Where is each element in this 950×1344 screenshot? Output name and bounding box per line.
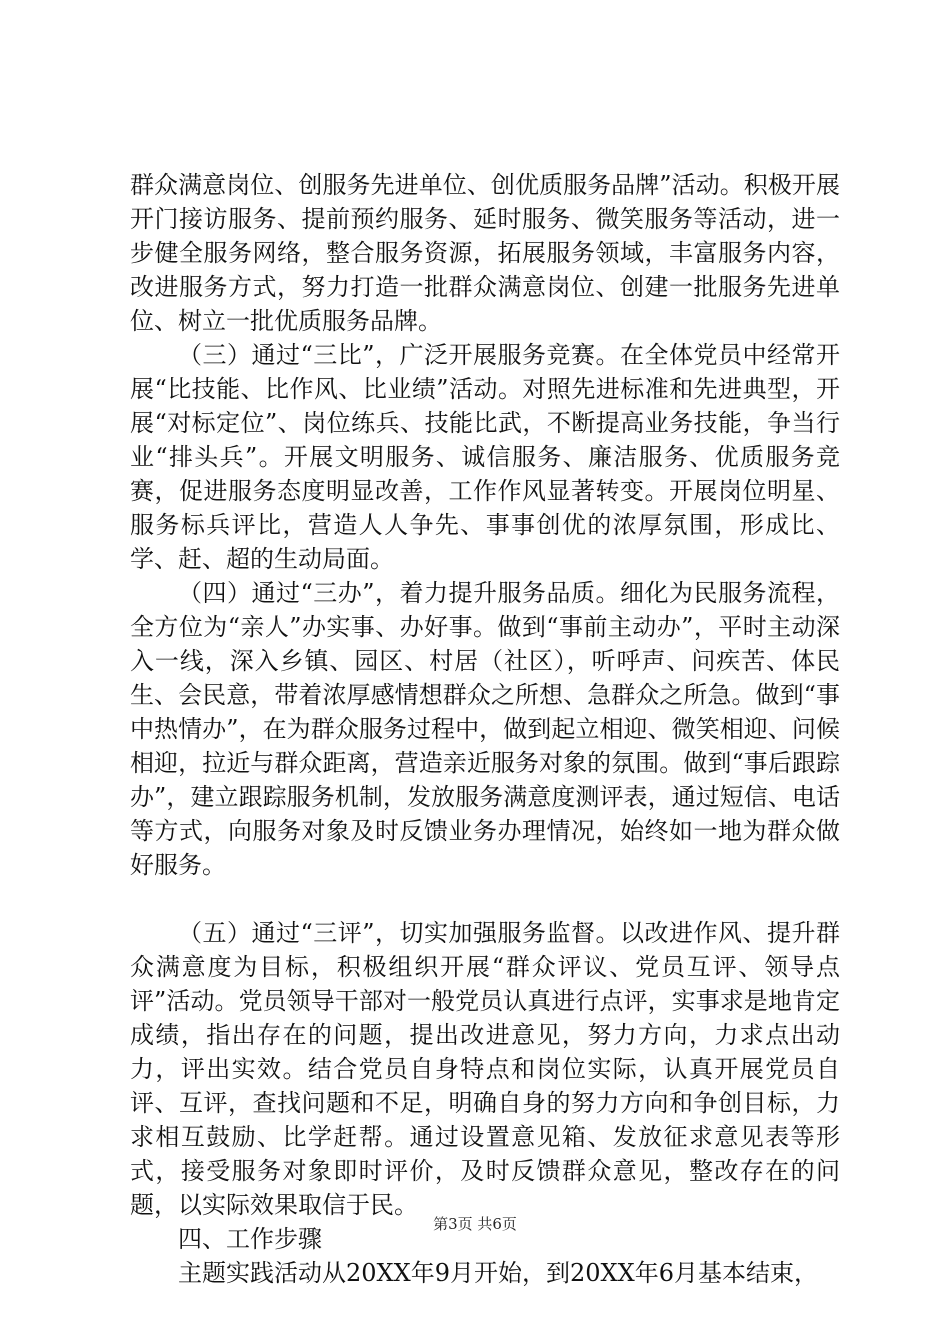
- paragraph-4: （五）通过“三评”，切实加强服务监督。以改进作风、提升群众满意度为目标，积极组织开展“群众评议、党员互评、领导点评”活动。党员领导干部对一般党员认真进行点评，实事求是地肯定成绩，指出存在的问题，提出改进意见，努力方向，力求点出动力，评出实效。结合党员自身特点和岗位实际，认真开展党员自评、互评，查找问题和不足，明确自身的努力方向和争创目标，力求相互鼓励、比学赶帮。通过设置意见箱、发放征求意见表等形式，接受服务对象即时评价，及时反馈群众意见，整改存在的问题，以实际效果取信于民。: [130, 919, 840, 1219]
- paragraph-2: （三）通过“三比”，广泛开展服务竞赛。在全体党员中经常开展“比技能、比作风、比业绩”活动。对照先进标准和先进典型，开展“对标定位”、岗位练兵、技能比武，不断提高业务技能，争当行业“排头兵”。开展文明服务、诚信服务、廉洁服务、优质服务竞赛，促进服务态度明显改善，工作作风显著转变。开展岗位明星、服务标兵评比，营造人人争先、事事创优的浓厚氛围，形成比、学、赶、超的生动局面。: [130, 341, 840, 573]
- paragraph-3: （四）通过“三办”，着力提升服务品质。细化为民服务流程，全方位为“亲人”办实事、办好事。做到“事前主动办”，平时主动深入一线，深入乡镇、园区、村居（社区），听呼声、问疾苦、体民生、会民意，带着浓厚感情想群众之所想、急群众之所急。做到“事中热情办”，在为群众服务过程中，做到起立相迎、微笑相迎、问候相迎，拉近与群众距离，营造亲近服务对象的氛围。做到“事后跟踪办”，建立跟踪服务机制，发放服务满意度测评表，通过短信、电话等方式，向服务对象及时反馈业务办理情况，始终如一地为群众做好服务。: [130, 579, 840, 879]
- document-body: [130, 168, 840, 1290]
- page-footer: 第3页 共6页: [433, 1215, 517, 1233]
- paragraph-5: 主题实践活动从20XX年9月开始，到20XX年6月基本结束，: [178, 1259, 818, 1287]
- section-heading: 四、工作步骤: [178, 1225, 322, 1253]
- paragraph-1: 群众满意岗位、创服务先进单位、创优质服务品牌”活动。积极开展开门接访服务、提前预约服务、延时服务、微笑服务等活动，进一步健全服务网络，整合服务资源，拓展服务领域，丰富服务内容，改进服务方式，努力打造一批群众满意岗位、创建一批服务先进单位、树立一批优质服务品牌。: [130, 171, 840, 335]
